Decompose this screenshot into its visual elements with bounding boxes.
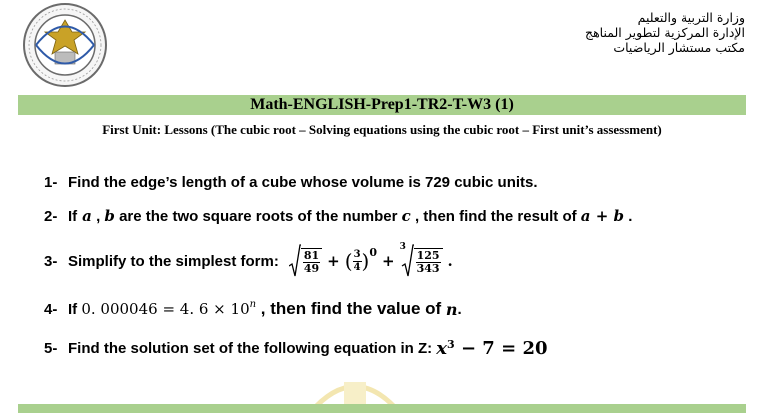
exponent: 3: [447, 338, 455, 351]
radical-sign-icon: [289, 244, 301, 278]
close-paren-icon: ): [361, 249, 370, 273]
number-rhs: = 4. 6 × 10: [157, 300, 250, 318]
ministry-seal-logo: [22, 2, 108, 88]
fraction-numerator: 3: [353, 248, 361, 260]
separator: ,: [91, 207, 105, 225]
root-index: 3: [399, 242, 406, 252]
question-text-pre: If: [68, 300, 82, 318]
plus-sign: +: [327, 252, 340, 270]
cube-root-fraction: [400, 244, 443, 278]
question-number: 1-: [44, 174, 58, 191]
var-a: a: [82, 207, 92, 225]
equation-rest: − 7 = 20: [454, 338, 548, 359]
question-text-pre: If: [68, 207, 78, 225]
plus-sign: +: [382, 252, 395, 270]
question-end: .: [447, 252, 453, 270]
expr-b: b: [613, 207, 625, 225]
question-text-post: , then find the value of: [256, 299, 446, 318]
var-x: x: [436, 338, 448, 359]
footer-bar: [18, 404, 746, 413]
var-c: c: [401, 207, 411, 225]
question-text-mid: are the two square roots of the number: [114, 207, 402, 225]
question-number: 3-: [44, 252, 58, 270]
question-end: .: [457, 300, 462, 318]
ministry-line-1: وزارة التربية والتعليم: [637, 10, 745, 25]
question-3: [44, 244, 453, 278]
fraction-numerator: 125: [416, 248, 440, 262]
fraction-denominator: 4: [353, 261, 361, 273]
var-n: n: [445, 299, 458, 319]
question-text-post: , then find the result of: [410, 207, 581, 225]
question-2: [44, 207, 632, 225]
question-text: Simplify to the simplest form:: [68, 252, 279, 270]
plus-sign: +: [590, 207, 614, 225]
fraction-numerator: 81: [303, 248, 320, 262]
ministry-line-2: الإدارة المركزية لتطوير المناهج: [585, 25, 745, 40]
question-1: [44, 174, 538, 191]
question-text: Find the solution set of the following equation in Z:: [68, 340, 437, 357]
exponent: 0: [369, 246, 377, 259]
expr-a: a: [580, 207, 591, 225]
question-5: [44, 338, 548, 359]
question-text: Find the edge’s length of a cube whose volume is 729 cubic units.: [68, 174, 538, 191]
open-paren-icon: (: [344, 249, 353, 273]
number-lhs: 0. 000046: [81, 300, 158, 318]
var-b: b: [104, 207, 115, 225]
fraction-denominator: 49: [303, 261, 320, 275]
exponent: n: [249, 299, 257, 310]
fraction-denominator: 343: [416, 261, 440, 275]
ministry-header: [585, 10, 745, 55]
question-number: 2-: [44, 207, 58, 225]
question-4: [44, 299, 462, 319]
question-end: .: [624, 207, 633, 225]
worksheet-subtitle: First Unit: Lessons (The cubic root – Solving equations using the cubic root – First unit’s assessment): [102, 122, 662, 137]
square-root-fraction: [289, 244, 322, 278]
worksheet-title: Math-ENGLISH-Prep1-TR2-T-W3 (1): [18, 95, 746, 115]
question-number: 4-: [44, 300, 58, 318]
question-number: 5-: [44, 340, 58, 357]
ministry-line-3: مكتب مستشار الرياضيات: [613, 40, 745, 55]
